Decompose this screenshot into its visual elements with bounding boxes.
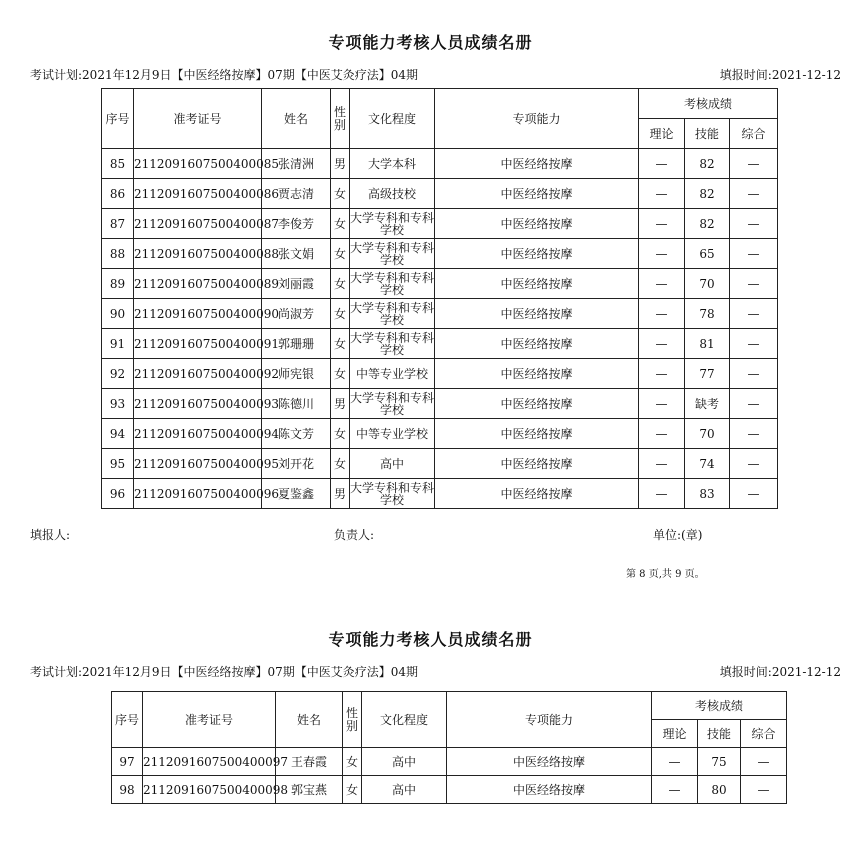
table-row	[102, 239, 778, 269]
cell-education: 中等专业学校	[350, 359, 435, 389]
cell-overall-score: —	[741, 776, 787, 804]
cell-seq: 85	[102, 149, 134, 179]
header-ability: 专项能力	[447, 692, 652, 748]
cell-name: 师宪银	[262, 359, 331, 389]
cell-skill-score: 65	[685, 239, 730, 269]
cell-overall-score: —	[730, 419, 778, 449]
cell-seq: 88	[102, 239, 134, 269]
table-row	[102, 389, 778, 419]
cell-theory-score: —	[639, 329, 685, 359]
header-skill: 技能	[698, 720, 741, 748]
table-row	[102, 209, 778, 239]
cell-theory-score: —	[639, 419, 685, 449]
cell-ability: 中医经络按摩	[435, 329, 639, 359]
cell-seq: 95	[102, 449, 134, 479]
cell-gender: 女	[331, 179, 350, 209]
table-row	[102, 269, 778, 299]
cell-education: 中等专业学校	[350, 419, 435, 449]
cell-skill-score: 75	[698, 748, 741, 776]
cell-overall-score: —	[741, 748, 787, 776]
cell-overall-score: —	[730, 179, 778, 209]
cell-overall-score: —	[730, 239, 778, 269]
cell-seq: 89	[102, 269, 134, 299]
cell-skill-score: 83	[685, 479, 730, 509]
exam-plan-value: 2021年12月9日【中医经络按摩】07期【中医艾灸疗法】04期	[82, 665, 419, 679]
cell-name: 贾志清	[262, 179, 331, 209]
score-table	[101, 88, 778, 509]
cell-name: 郭宝燕	[276, 776, 343, 804]
cell-name: 李俊芳	[262, 209, 331, 239]
cell-ability: 中医经络按摩	[435, 179, 639, 209]
cell-education: 大学专科和专科学校	[350, 390, 435, 417]
header-theory: 理论	[639, 119, 685, 149]
cell-skill-score: 77	[685, 359, 730, 389]
cell-ticket-number: 2112091607500400090	[134, 299, 262, 329]
cell-theory-score: —	[639, 149, 685, 179]
cell-ability: 中医经络按摩	[435, 389, 639, 419]
table-row	[102, 359, 778, 389]
cell-ability: 中医经络按摩	[435, 209, 639, 239]
report-time-value: 2021-12-12	[771, 68, 841, 82]
cell-skill-score: 82	[685, 149, 730, 179]
cell-education: 大学专科和专科学校	[350, 330, 435, 357]
table-row	[112, 748, 787, 776]
cell-ability: 中医经络按摩	[435, 269, 639, 299]
cell-overall-score: —	[730, 359, 778, 389]
table-row	[102, 149, 778, 179]
cell-education: 高级技校	[350, 179, 435, 209]
cell-theory-score: —	[639, 209, 685, 239]
header-name: 姓名	[262, 89, 331, 149]
cell-theory-score: —	[639, 359, 685, 389]
cell-skill-score: 78	[685, 299, 730, 329]
cell-ticket-number: 2112091607500400096	[134, 479, 262, 509]
cell-education: 大学专科和专科学校	[350, 240, 435, 267]
cell-gender: 女	[331, 299, 350, 329]
cell-seq: 93	[102, 389, 134, 419]
cell-gender: 女	[343, 748, 362, 776]
cell-skill-score: 70	[685, 269, 730, 299]
report-time-value: 2021-12-12	[771, 665, 841, 679]
cell-seq: 94	[102, 419, 134, 449]
cell-ticket-number: 2112091607500400087	[134, 209, 262, 239]
cell-theory-score: —	[639, 239, 685, 269]
cell-overall-score: —	[730, 209, 778, 239]
cell-skill-score: 82	[685, 179, 730, 209]
header-seq: 序号	[102, 89, 134, 149]
cell-ability: 中医经络按摩	[435, 419, 639, 449]
cell-ticket-number: 2112091607500400086	[134, 179, 262, 209]
cell-ability: 中医经络按摩	[435, 359, 639, 389]
cell-gender: 女	[331, 359, 350, 389]
header-ticket: 准考证号	[143, 692, 276, 748]
cell-skill-score: 70	[685, 419, 730, 449]
cell-skill-score: 74	[685, 449, 730, 479]
cell-name: 王春霞	[276, 748, 343, 776]
header-seq: 序号	[112, 692, 143, 748]
table-row	[102, 479, 778, 509]
cell-education: 高中	[362, 748, 447, 776]
cell-name: 张文娟	[262, 239, 331, 269]
cell-education: 大学专科和专科学校	[350, 270, 435, 297]
cell-ticket-number: 2112091607500400097	[143, 748, 276, 776]
cell-seq: 97	[112, 748, 143, 776]
report-time-label: 填报时间:	[719, 68, 772, 82]
cell-seq: 98	[112, 776, 143, 804]
cell-ability: 中医经络按摩	[447, 776, 652, 804]
cell-ticket-number: 2112091607500400095	[134, 449, 262, 479]
cell-gender: 男	[331, 149, 350, 179]
cell-theory-score: —	[639, 179, 685, 209]
header-education: 文化程度	[362, 692, 447, 748]
exam-plan-label: 考试计划:	[30, 665, 83, 679]
cell-theory-score: —	[652, 776, 698, 804]
exam-plan-label: 考试计划:	[30, 68, 83, 82]
table-row	[102, 179, 778, 209]
cell-ticket-number: 2112091607500400092	[134, 359, 262, 389]
cell-skill-score: 缺考	[685, 389, 730, 419]
header-skill: 技能	[685, 119, 730, 149]
report-time	[720, 66, 841, 83]
cell-overall-score: —	[730, 329, 778, 359]
table-row	[102, 299, 778, 329]
cell-ticket-number: 2112091607500400098	[143, 776, 276, 804]
cell-ability: 中医经络按摩	[447, 748, 652, 776]
cell-gender: 女	[331, 269, 350, 299]
cell-education: 高中	[350, 449, 435, 479]
cell-seq: 92	[102, 359, 134, 389]
cell-education: 大学专科和专科学校	[350, 300, 435, 327]
cell-seq: 96	[102, 479, 134, 509]
cell-name: 刘开花	[262, 449, 331, 479]
cell-skill-score: 80	[698, 776, 741, 804]
header-theory: 理论	[652, 720, 698, 748]
cell-theory-score: —	[639, 479, 685, 509]
cell-name: 陈文芳	[262, 419, 331, 449]
table-row	[102, 419, 778, 449]
exam-plan-value: 2021年12月9日【中医经络按摩】07期【中医艾灸疗法】04期	[82, 68, 419, 82]
cell-name: 张清洲	[262, 149, 331, 179]
report-time	[720, 663, 841, 680]
cell-theory-score: —	[639, 269, 685, 299]
page-title: 专项能力考核人员成绩名册	[328, 630, 533, 649]
cell-overall-score: —	[730, 149, 778, 179]
cell-gender: 女	[331, 329, 350, 359]
exam-plan	[30, 66, 418, 83]
cell-overall-score: —	[730, 449, 778, 479]
cell-education: 大学本科	[350, 149, 435, 179]
cell-seq: 91	[102, 329, 134, 359]
cell-gender: 女	[331, 209, 350, 239]
cell-gender: 男	[331, 389, 350, 419]
cell-theory-score: —	[639, 389, 685, 419]
score-table	[111, 691, 787, 804]
header-name: 姓名	[276, 692, 343, 748]
cell-overall-score: —	[730, 479, 778, 509]
header-score-group: 考核成绩	[639, 89, 778, 119]
cell-ticket-number: 2112091607500400093	[134, 389, 262, 419]
cell-ability: 中医经络按摩	[435, 299, 639, 329]
header-ability: 专项能力	[435, 89, 639, 149]
page-number: 第 8 页,共 9 页。	[626, 569, 705, 580]
table-row	[112, 776, 787, 804]
header-ticket: 准考证号	[134, 89, 262, 149]
header-gender: 性别	[331, 89, 350, 149]
page-title: 专项能力考核人员成绩名册	[328, 33, 533, 52]
table-row	[102, 449, 778, 479]
report-time-label: 填报时间:	[719, 665, 772, 679]
header-score-group: 考核成绩	[652, 692, 787, 720]
cell-gender: 女	[331, 419, 350, 449]
cell-name: 刘丽霞	[262, 269, 331, 299]
cell-theory-score: —	[639, 449, 685, 479]
cell-education: 高中	[362, 776, 447, 804]
cell-gender: 女	[343, 776, 362, 804]
cell-education: 大学专科和专科学校	[350, 480, 435, 507]
header-overall: 综合	[730, 119, 778, 149]
responsible-label: 负责人:	[334, 528, 375, 542]
cell-education: 大学专科和专科学校	[350, 210, 435, 237]
cell-ticket-number: 2112091607500400091	[134, 329, 262, 359]
cell-ticket-number: 2112091607500400085	[134, 149, 262, 179]
cell-overall-score: —	[730, 269, 778, 299]
cell-ability: 中医经络按摩	[435, 479, 639, 509]
table-row	[102, 329, 778, 359]
cell-ability: 中医经络按摩	[435, 149, 639, 179]
cell-ticket-number: 2112091607500400094	[134, 419, 262, 449]
cell-seq: 90	[102, 299, 134, 329]
cell-skill-score: 82	[685, 209, 730, 239]
cell-ticket-number: 2112091607500400088	[134, 239, 262, 269]
cell-theory-score: —	[652, 748, 698, 776]
header-overall: 综合	[741, 720, 787, 748]
header-education: 文化程度	[350, 89, 435, 149]
cell-overall-score: —	[730, 299, 778, 329]
cell-ability: 中医经络按摩	[435, 239, 639, 269]
cell-skill-score: 81	[685, 329, 730, 359]
cell-seq: 87	[102, 209, 134, 239]
cell-name: 陈德川	[262, 389, 331, 419]
cell-gender: 女	[331, 239, 350, 269]
cell-overall-score: —	[730, 389, 778, 419]
header-gender: 性别	[343, 692, 362, 748]
exam-plan	[30, 663, 418, 680]
cell-name: 郭珊珊	[262, 329, 331, 359]
filler-label: 填报人:	[30, 528, 71, 542]
cell-name: 尚淑芳	[262, 299, 331, 329]
cell-seq: 86	[102, 179, 134, 209]
cell-theory-score: —	[639, 299, 685, 329]
cell-ability: 中医经络按摩	[435, 449, 639, 479]
cell-name: 夏鉴鑫	[262, 479, 331, 509]
cell-ticket-number: 2112091607500400089	[134, 269, 262, 299]
cell-gender: 女	[331, 449, 350, 479]
cell-gender: 男	[331, 479, 350, 509]
unit-label: 单位:(章)	[653, 528, 703, 542]
